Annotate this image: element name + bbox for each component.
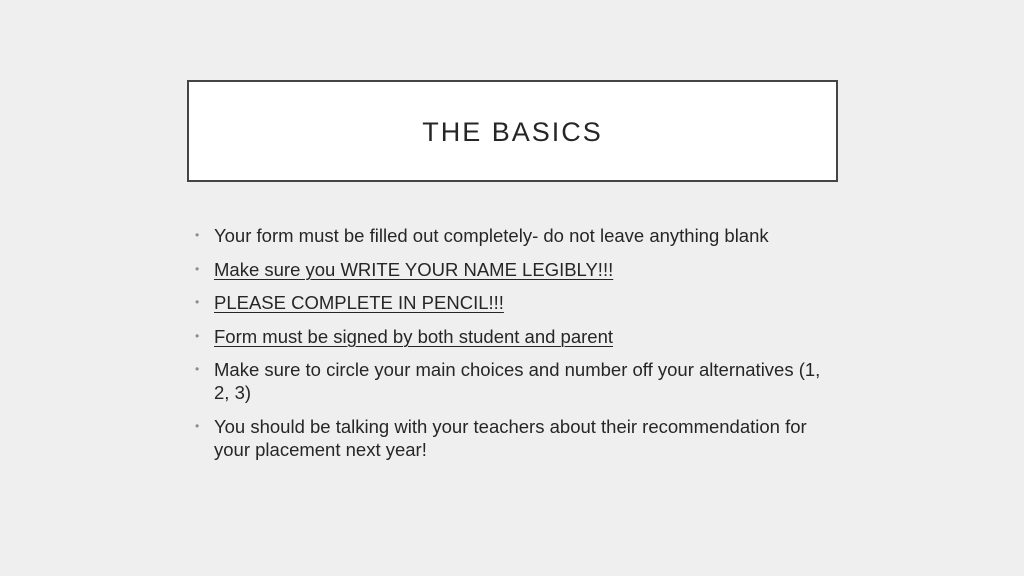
bullet-item (195, 358, 835, 404)
bullet-dot-icon: • (195, 328, 200, 343)
bullet-dot-icon: • (195, 295, 200, 309)
bullet-item (195, 291, 835, 314)
bullet-list (195, 224, 835, 471)
bullet-item (195, 224, 835, 247)
bullet-dot-icon: • (195, 261, 200, 276)
bullet-item (195, 415, 835, 461)
bullet-text: You should be talking with your teachers about their recommendation for your placement next year! (214, 415, 807, 460)
bullet-text: Make sure you WRITE YOUR NAME LEGIBLY!!! (214, 258, 614, 280)
slide-title: THE BASICS (422, 116, 603, 147)
bullet-dot-icon: • (195, 228, 200, 242)
title-box (187, 80, 838, 182)
bullet-text: Form must be signed by both student and parent (214, 325, 614, 347)
bullet-text: Make sure to circle your main choices and number off your alternatives (1, 2, 3) (214, 359, 821, 403)
bullet-dot-icon: • (195, 418, 200, 433)
bullet-item (195, 325, 835, 348)
bullet-text: Your form must be filled out completely- do not leave anything blank (214, 225, 769, 246)
bullet-text: PLEASE COMPLETE IN PENCIL!!! (214, 292, 504, 313)
bullet-item (195, 258, 835, 281)
bullet-dot-icon: • (195, 362, 200, 376)
